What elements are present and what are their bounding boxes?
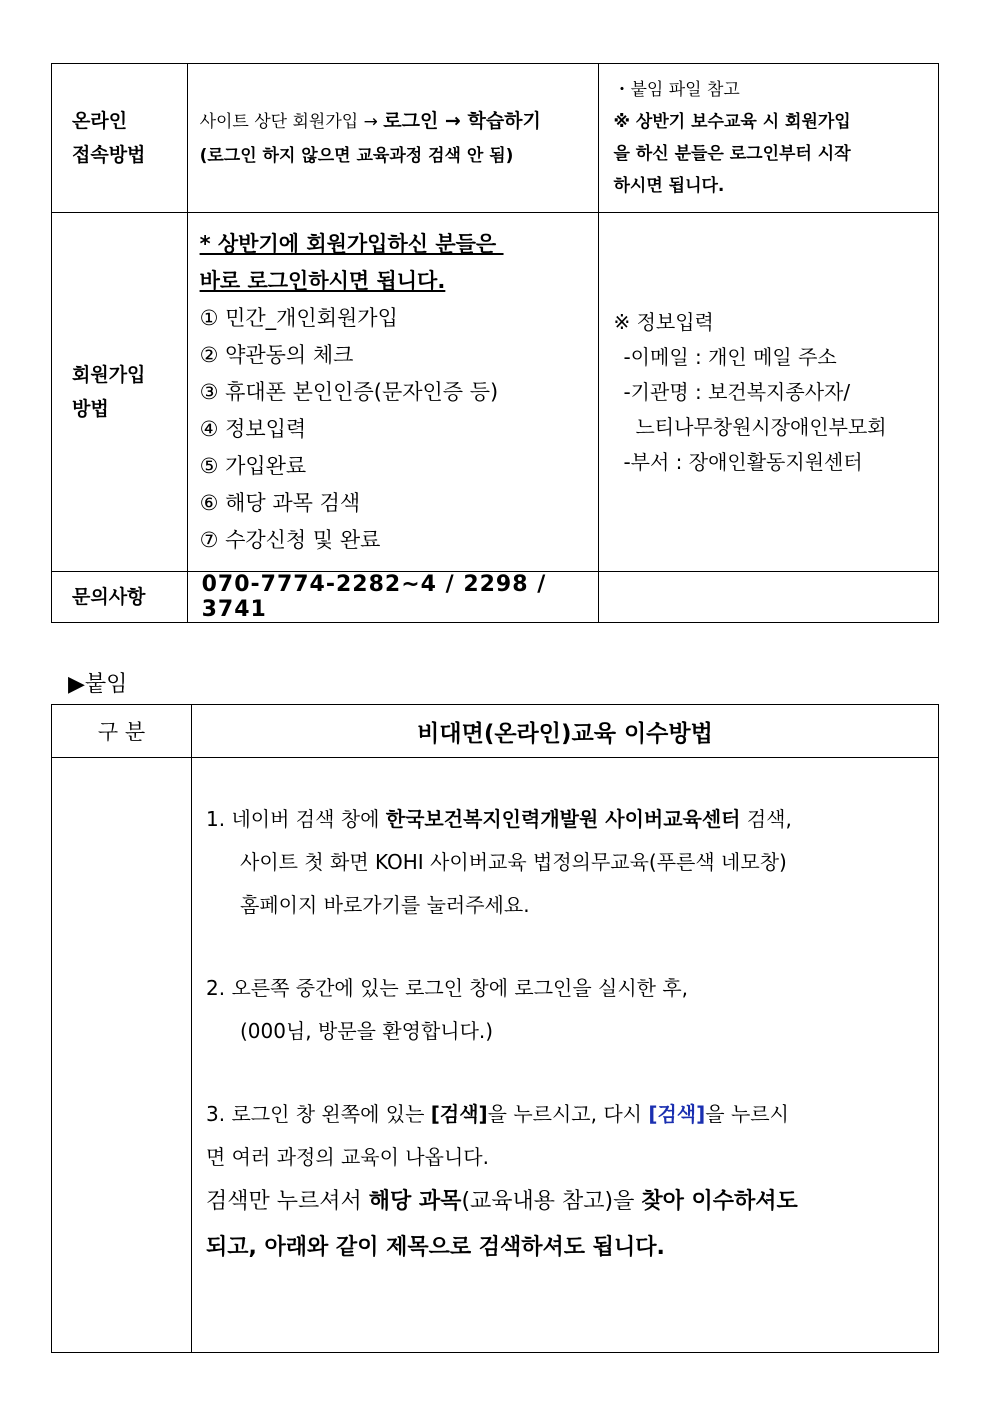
step-item: ③ 휴대폰 본인인증(문자인증 등) bbox=[199, 379, 499, 404]
header-method: 비대면(온라인)교육 이수방법 bbox=[192, 705, 939, 758]
step2-line2: (000님, 방문을 환영합니다.) bbox=[240, 1019, 494, 1043]
step3-line1 bbox=[206, 1093, 928, 1136]
info-line: -기관명 : 보건복지종사자/ bbox=[623, 379, 851, 404]
notice-line: * 상반기에 회원가입하신 분들은 bbox=[199, 231, 504, 256]
step1-line3: 홈페이지 바로가기를 눌러주세요. bbox=[240, 893, 530, 917]
bold-text: 한국보건복지인력개발원 사이버교육센터 bbox=[385, 807, 741, 831]
spacer bbox=[206, 927, 928, 967]
info-input-note bbox=[599, 213, 939, 572]
step1-line2: 사이트 첫 화면 KOHI 사이버교육 법정의무교육(푸른색 네모창) bbox=[240, 850, 787, 874]
step3-line3 bbox=[206, 1179, 928, 1225]
text: 1. 네이버 검색 창에 bbox=[206, 807, 386, 831]
label-registration-method bbox=[52, 213, 188, 572]
note-line: ※ 상반기 보수교육 시 회원가입 bbox=[613, 112, 851, 132]
label-line: 방법 bbox=[72, 398, 109, 420]
label-line: 접속방법 bbox=[72, 144, 146, 166]
info-line: 느티나무창원시장애인부모회 bbox=[635, 414, 887, 439]
text: 검색만 누르셔서 bbox=[206, 1189, 369, 1214]
step-item: ⑦ 수강신청 및 완료 bbox=[199, 527, 381, 552]
guide-steps bbox=[192, 758, 939, 1353]
method-bold: 로그인 → 학습하기 bbox=[383, 109, 541, 132]
step-item: ② 약관동의 체크 bbox=[199, 342, 354, 367]
info-title: ※ 정보입력 bbox=[613, 309, 714, 334]
label-line: 회원가입 bbox=[72, 364, 146, 386]
bold-text: 해당 과목 bbox=[368, 1189, 462, 1214]
registration-info-table bbox=[51, 63, 939, 623]
text: (교육내용 참고)을 bbox=[461, 1189, 642, 1214]
guide-content-row bbox=[52, 758, 939, 1353]
text: 검색, bbox=[740, 807, 792, 831]
online-education-guide-table bbox=[51, 704, 939, 1353]
bold-text: 찾아 이수하셔도 bbox=[641, 1189, 798, 1214]
header-category: 구 분 bbox=[52, 705, 192, 758]
attachment-label: ▶붙임 bbox=[68, 672, 128, 697]
info-line: -이메일 : 개인 메일 주소 bbox=[623, 344, 837, 369]
inquiry-phone: 070-7774-2282~4 / 2298 / 3741 bbox=[187, 572, 599, 623]
step-item: ① 민간_개인회원가입 bbox=[199, 305, 398, 330]
note-line: 하시면 됩니다. bbox=[613, 176, 725, 196]
online-access-note bbox=[599, 64, 939, 213]
bold-text: [검색] bbox=[430, 1102, 488, 1126]
step-item: ⑥ 해당 과목 검색 bbox=[199, 490, 361, 515]
label-line: 온라인 bbox=[72, 110, 128, 132]
method-line1 bbox=[200, 104, 599, 139]
method-prefix: 사이트 상단 회원가입 → bbox=[199, 111, 384, 132]
registration-steps bbox=[187, 213, 599, 572]
step3-line4: 되고, 아래와 같이 제목으로 검색하셔도 됩니다. bbox=[206, 1235, 665, 1260]
text: 을 누르시고, 다시 bbox=[487, 1102, 649, 1126]
guide-header-row bbox=[52, 705, 939, 758]
info-line: -부서 : 장애인활동지원센터 bbox=[623, 449, 863, 474]
label-inquiry: 문의사항 bbox=[52, 572, 188, 623]
blue-bold-text: [검색] bbox=[648, 1102, 706, 1126]
text: 3. 로그인 창 왼쪽에 있는 bbox=[206, 1102, 431, 1126]
online-access-method bbox=[187, 64, 599, 213]
notice-line: 바로 로그인하시면 됩니다. bbox=[199, 268, 446, 293]
step1-line1 bbox=[206, 798, 928, 841]
method-line2: (로그인 하지 않으면 교육과정 검색 안 됨) bbox=[199, 145, 514, 166]
text: 을 누르시 bbox=[705, 1102, 789, 1126]
note-line: 을 하신 분들은 로그인부터 시작 bbox=[613, 144, 851, 164]
spacer bbox=[206, 1053, 928, 1093]
label-online-access bbox=[52, 64, 188, 213]
row-registration-method bbox=[52, 213, 939, 572]
inquiry-empty-cell bbox=[599, 572, 939, 623]
step3-line2: 면 여러 과정의 교육이 나옵니다. bbox=[206, 1145, 489, 1169]
guide-category-cell bbox=[52, 758, 192, 1353]
row-inquiry bbox=[52, 572, 939, 623]
step-item: ⑤ 가입완료 bbox=[199, 453, 307, 478]
note-line: ・붙임 파일 참고 bbox=[613, 80, 740, 100]
step2-line1: 2. 오른쪽 중간에 있는 로그인 창에 로그인을 실시한 후, bbox=[206, 976, 689, 1000]
step-item: ④ 정보입력 bbox=[199, 416, 307, 441]
row-online-access bbox=[52, 64, 939, 213]
